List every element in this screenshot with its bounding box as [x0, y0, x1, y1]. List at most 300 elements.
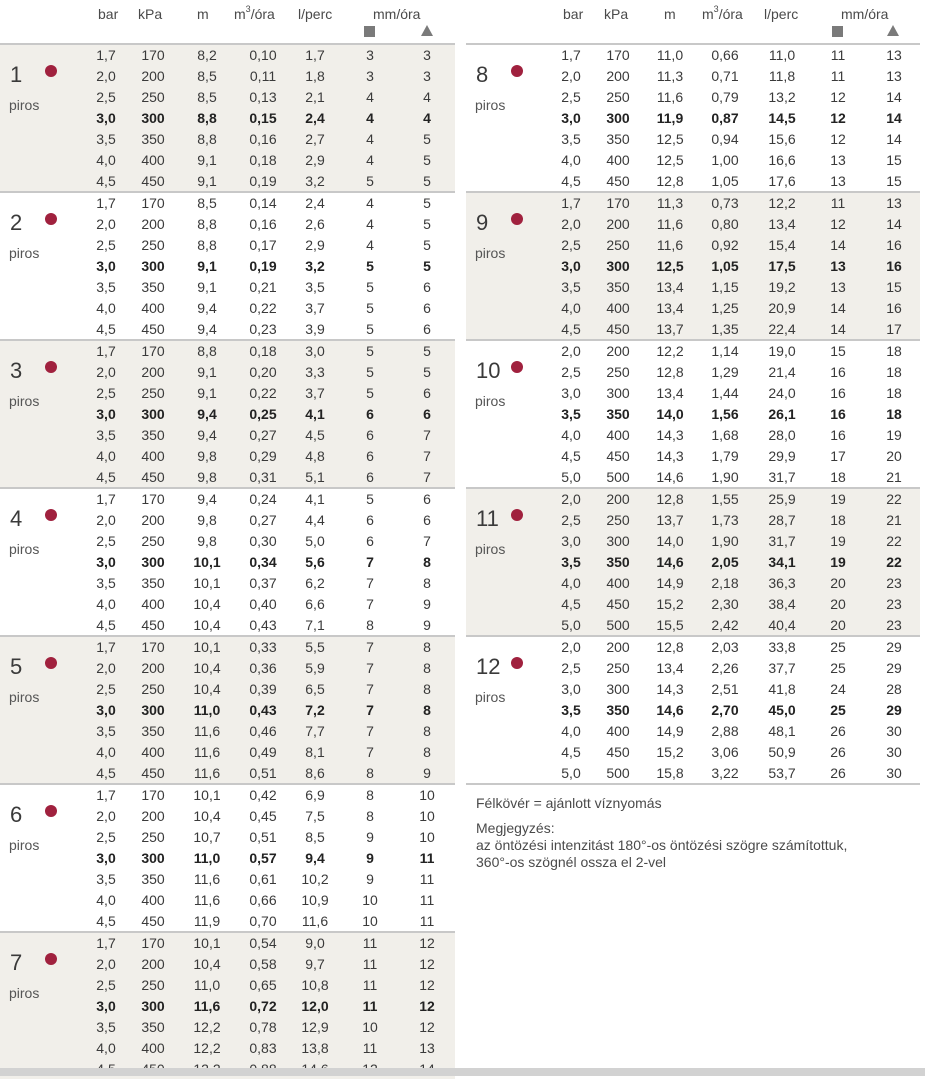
table-row	[0, 827, 455, 848]
table-cell: 8,5	[197, 89, 217, 105]
table-cell: 13,4	[656, 660, 684, 676]
table-cell: 4,0	[96, 892, 116, 908]
table-cell: 11,6	[656, 216, 684, 232]
table-cell: 350	[606, 554, 630, 570]
table-cell: 18	[886, 406, 902, 422]
table-cell: 13,2	[768, 89, 796, 105]
table-row	[466, 383, 920, 404]
table-cell: 10,1	[193, 787, 221, 803]
table-cell: 0,20	[249, 364, 277, 380]
nozzle-number: 7	[10, 950, 23, 975]
table-cell: 0,14	[249, 195, 277, 211]
table-cell: 250	[141, 533, 165, 549]
table-cell: 4,1	[305, 491, 325, 507]
table-cell: 300	[141, 258, 165, 274]
table-cell: 170	[141, 639, 165, 655]
table-cell: 10	[419, 808, 435, 824]
table-cell: 170	[141, 491, 165, 507]
table-row	[0, 806, 455, 827]
table-row	[0, 108, 455, 129]
table-cell: 0,25	[249, 406, 277, 422]
table-cell: 400	[141, 892, 165, 908]
table-cell: 17	[830, 448, 846, 464]
table-cell: 40,4	[768, 617, 796, 633]
nozzle-number: 12	[476, 654, 501, 679]
table-cell: 4,0	[96, 596, 116, 612]
table-cell: 3,5	[96, 575, 116, 591]
table-cell: 12,8	[656, 491, 684, 507]
table-cell: 3,0	[305, 343, 325, 359]
table-cell: 14,3	[656, 427, 684, 443]
table-cell: 250	[606, 512, 630, 528]
table-cell: 22	[886, 533, 902, 549]
table-cell: 1,7	[96, 195, 116, 211]
table-cell: 26	[830, 765, 846, 781]
table-cell: 9,4	[305, 850, 325, 866]
table-cell: 400	[141, 448, 165, 464]
table-cell: 8,5	[197, 195, 217, 211]
table-row	[0, 785, 455, 806]
table-cell: 3,0	[96, 998, 116, 1014]
table-cell: 8	[423, 639, 431, 655]
table-cell: 8,1	[305, 744, 325, 760]
table-cell: 11,6	[193, 723, 221, 739]
table-cell: 0,71	[711, 68, 739, 84]
triangle-icon	[887, 25, 899, 36]
table-cell: 350	[141, 575, 165, 591]
table-cell: 25,9	[768, 491, 796, 507]
table-cell: 13,4	[656, 279, 684, 295]
table-row	[0, 129, 455, 150]
table-cell: 4	[366, 237, 374, 253]
table-cell: 0,73	[711, 195, 739, 211]
table-cell: 450	[606, 448, 630, 464]
bottom-bar	[0, 1068, 925, 1076]
table-cell: 1,7	[96, 47, 116, 63]
table-cell: 6	[366, 406, 374, 422]
table-cell: 4	[366, 89, 374, 105]
table-cell: 14	[886, 131, 902, 147]
table-cell: 0,24	[249, 491, 277, 507]
table-cell: 10,7	[193, 829, 221, 845]
table-row	[466, 531, 920, 552]
table-cell: 400	[606, 152, 630, 168]
table-row	[466, 87, 920, 108]
table-cell: 9,7	[305, 956, 325, 972]
table-cell: 2,42	[711, 617, 739, 633]
table-cell: 10,2	[301, 871, 329, 887]
table-cell: 3,5	[96, 1019, 116, 1035]
table-cell: 250	[141, 89, 165, 105]
table-cell: 3,0	[96, 110, 116, 126]
nozzle-number: 2	[10, 210, 23, 235]
table-cell: 14,0	[656, 533, 684, 549]
table-cell: 7	[366, 744, 374, 760]
table-cell: 0,87	[711, 110, 739, 126]
table-cell: 450	[606, 596, 630, 612]
table-cell: 18	[830, 512, 846, 528]
table-cell: 0,27	[249, 512, 277, 528]
table-cell: 22	[886, 554, 902, 570]
table-cell: 25	[830, 639, 846, 655]
table-cell: 12	[830, 89, 846, 105]
table-cell: 9,8	[197, 469, 217, 485]
table-cell: 14,9	[656, 723, 684, 739]
table-cell: 350	[141, 723, 165, 739]
table-cell: 2,0	[96, 364, 116, 380]
table-cell: 11	[419, 913, 435, 929]
table-cell: 10	[419, 787, 435, 803]
table-cell: 1,7	[96, 639, 116, 655]
table-cell: 3,2	[305, 173, 325, 189]
table-row	[466, 573, 920, 594]
table-cell: 2,4	[305, 110, 325, 126]
table-cell: 12,2	[193, 1040, 221, 1056]
table-cell: 11,9	[656, 110, 684, 126]
table-cell: 3,22	[711, 765, 739, 781]
table-cell: 11,6	[193, 892, 221, 908]
table-cell: 8,8	[197, 237, 217, 253]
table-cell: 5,6	[305, 554, 325, 570]
table-cell: 400	[606, 723, 630, 739]
table-cell: 1,05	[711, 173, 739, 189]
table-cell: 0,37	[249, 575, 277, 591]
table-cell: 10	[362, 913, 378, 929]
table-cell: 7	[423, 448, 431, 464]
table-cell: 8	[366, 617, 374, 633]
table-cell: 10,4	[193, 596, 221, 612]
table-cell: 400	[606, 575, 630, 591]
table-cell: 0,30	[249, 533, 277, 549]
table-row	[0, 319, 455, 340]
table-cell: 5,0	[561, 469, 581, 485]
table-cell: 0,16	[249, 216, 277, 232]
nozzle-color-label: piros	[9, 245, 40, 261]
header-mm-ora: mm/óra	[841, 6, 889, 22]
table-cell: 8,8	[197, 216, 217, 232]
table-cell: 170	[606, 47, 630, 63]
table-cell: 9,8	[197, 533, 217, 549]
table-row	[466, 679, 920, 700]
table-cell: 6	[366, 512, 374, 528]
table-cell: 6	[366, 448, 374, 464]
header-m3-ora: $m^3$/óra	[702, 4, 743, 22]
table-cell: 3	[423, 68, 431, 84]
table-cell: 1,7	[305, 47, 325, 63]
table-cell: 13	[419, 1040, 435, 1056]
table-cell: 1,7	[96, 491, 116, 507]
table-cell: 41,8	[768, 681, 796, 697]
table-cell: 11,0	[768, 47, 796, 63]
table-cell: 0,80	[711, 216, 739, 232]
table-cell: 4,0	[96, 448, 116, 464]
table-cell: 200	[141, 216, 165, 232]
table-cell: 400	[606, 427, 630, 443]
table-cell: 9,1	[197, 279, 217, 295]
table-cell: 14,6	[656, 702, 684, 718]
table-cell: 13	[830, 258, 846, 274]
table-cell: 8	[423, 575, 431, 591]
table-cell: 10	[362, 892, 378, 908]
table-cell: 3,0	[96, 702, 116, 718]
table-cell: 15,6	[768, 131, 796, 147]
table-cell: 2,0	[96, 216, 116, 232]
table-cell: 21	[886, 469, 902, 485]
table-cell: 0,11	[249, 68, 277, 84]
table-cell: 8,5	[305, 829, 325, 845]
table-cell: 9,8	[197, 448, 217, 464]
table-cell: 11	[362, 935, 378, 951]
table-row	[0, 742, 455, 763]
table-cell: 9,4	[197, 491, 217, 507]
table-cell: 1,8	[305, 68, 325, 84]
table-cell: 1,90	[711, 533, 739, 549]
table-cell: 250	[141, 681, 165, 697]
table-row	[0, 446, 455, 467]
table-cell: 8,8	[197, 110, 217, 126]
table-cell: 10,1	[193, 639, 221, 655]
table-cell: 0,66	[249, 892, 277, 908]
table-cell: 3,5	[96, 871, 116, 887]
table-cell: 34,1	[768, 554, 796, 570]
table-cell: 37,7	[768, 660, 796, 676]
table-cell: 14,9	[656, 575, 684, 591]
table-cell: 11	[419, 892, 435, 908]
table-cell: 19	[830, 533, 846, 549]
table-cell: 11,6	[656, 237, 684, 253]
table-cell: 1,7	[96, 935, 116, 951]
table-cell: 5	[366, 491, 374, 507]
table-cell: 2,6	[305, 216, 325, 232]
table-cell: 400	[141, 300, 165, 316]
nozzle-color-label: piros	[475, 97, 506, 113]
header-kpa: kPa	[138, 6, 163, 22]
table-cell: 10,8	[301, 977, 329, 993]
nozzle-number: 3	[10, 358, 23, 383]
table-cell: 8	[423, 702, 431, 718]
table-row	[0, 193, 455, 214]
table-cell: 0,83	[249, 1040, 277, 1056]
table-cell: 11,8	[768, 68, 796, 84]
table-cell: 450	[606, 321, 630, 337]
table-cell: 5,0	[561, 617, 581, 633]
table-row	[0, 869, 455, 890]
table-cell: 7	[366, 723, 374, 739]
table-cell: 16	[886, 258, 902, 274]
note-title: Megjegyzés:	[476, 820, 555, 836]
left-table-body	[0, 45, 455, 1079]
table-row	[466, 277, 920, 298]
table-cell: 0,18	[249, 343, 277, 359]
table-cell: 300	[606, 533, 630, 549]
table-cell: 7	[366, 681, 374, 697]
table-cell: 5	[366, 258, 374, 274]
table-cell: 13	[886, 195, 902, 211]
table-cell: 9,4	[197, 406, 217, 422]
table-cell: 5	[366, 300, 374, 316]
bold-legend: Félkövér = ajánlott víznyomás	[476, 795, 662, 811]
table-cell: 3,5	[561, 279, 581, 295]
table-row	[0, 594, 455, 615]
table-row	[0, 277, 455, 298]
table-cell: 11,6	[193, 765, 221, 781]
nozzle-section	[0, 45, 455, 193]
table-row	[466, 615, 920, 636]
table-cell: 4,0	[96, 1040, 116, 1056]
table-cell: 200	[141, 808, 165, 824]
header-kpa: kPa	[604, 6, 629, 22]
table-row	[0, 700, 455, 721]
table-cell: 2,5	[96, 89, 116, 105]
table-cell: 1,7	[561, 47, 581, 63]
table-cell: 1,73	[711, 512, 739, 528]
table-cell: 11	[830, 68, 846, 84]
right-table-body	[466, 45, 920, 785]
table-cell: 14	[830, 300, 846, 316]
table-cell: 3,0	[96, 406, 116, 422]
table-cell: 14	[886, 89, 902, 105]
table-row	[466, 700, 920, 721]
table-cell: 12,8	[656, 364, 684, 380]
table-cell: 0,79	[711, 89, 739, 105]
header-bar: bar	[98, 6, 119, 22]
table-cell: 0,40	[249, 596, 277, 612]
table-row	[466, 425, 920, 446]
table-cell: 11,3	[656, 68, 684, 84]
table-cell: 4,0	[96, 300, 116, 316]
table-cell: 20	[886, 448, 902, 464]
table-cell: 3,9	[305, 321, 325, 337]
table-cell: 14	[830, 321, 846, 337]
table-cell: 3,0	[561, 110, 581, 126]
table-cell: 6	[423, 279, 431, 295]
table-cell: 0,31	[249, 469, 277, 485]
table-cell: 9,1	[197, 385, 217, 401]
table-row	[0, 890, 455, 911]
table-cell: 15	[830, 343, 846, 359]
table-cell: 300	[141, 110, 165, 126]
table-cell: 10,4	[193, 681, 221, 697]
table-cell: 350	[141, 131, 165, 147]
nozzle-section	[466, 45, 920, 193]
table-cell: 3	[423, 47, 431, 63]
table-cell: 4,4	[305, 512, 325, 528]
table-cell: 8	[423, 554, 431, 570]
table-cell: 6	[423, 512, 431, 528]
table-cell: 11,6	[301, 913, 329, 929]
table-cell: 7	[366, 575, 374, 591]
table-cell: 2,05	[711, 554, 739, 570]
nozzle-number: 10	[476, 358, 501, 383]
table-row	[0, 996, 455, 1017]
table-cell: 14,5	[768, 110, 796, 126]
table-cell: 2,5	[561, 237, 581, 253]
table-cell: 3,0	[96, 258, 116, 274]
table-cell: 21	[886, 512, 902, 528]
table-cell: 0,10	[249, 47, 277, 63]
table-row	[466, 552, 920, 573]
table-cell: 13	[830, 173, 846, 189]
table-cell: 200	[141, 512, 165, 528]
table-cell: 0,65	[249, 977, 277, 993]
table-cell: 3,0	[96, 554, 116, 570]
table-cell: 15	[886, 279, 902, 295]
table-cell: 5	[423, 216, 431, 232]
table-cell: 170	[141, 343, 165, 359]
table-cell: 33,8	[768, 639, 796, 655]
table-cell: 4	[366, 131, 374, 147]
table-cell: 50,9	[768, 744, 796, 760]
table-cell: 3,3	[305, 364, 325, 380]
table-row	[466, 150, 920, 171]
nozzle-section	[0, 637, 455, 785]
table-cell: 2,0	[96, 512, 116, 528]
table-cell: 2,5	[96, 385, 116, 401]
table-cell: 0,70	[249, 913, 277, 929]
table-cell: 0,51	[249, 829, 277, 845]
table-cell: 170	[141, 195, 165, 211]
table-cell: 0,43	[249, 702, 277, 718]
table-cell: 2,5	[96, 977, 116, 993]
table-cell: 11	[362, 956, 378, 972]
table-cell: 300	[606, 385, 630, 401]
table-cell: 9	[366, 829, 374, 845]
table-cell: 250	[606, 364, 630, 380]
table-cell: 12,2	[768, 195, 796, 211]
table-cell: 11,3	[656, 195, 684, 211]
nozzle-section	[0, 933, 455, 1079]
table-row	[466, 108, 920, 129]
note-line: az öntözési intenzitást 180°-os öntözési szögre számítottuk,	[476, 837, 848, 853]
table-cell: 17,6	[768, 173, 796, 189]
table-cell: 200	[606, 639, 630, 655]
table-cell: 170	[141, 787, 165, 803]
header-mm-ora: mm/óra	[373, 6, 421, 22]
nozzle-section	[0, 193, 455, 341]
notes	[476, 795, 916, 871]
table-cell: 38,4	[768, 596, 796, 612]
table-cell: 12	[419, 998, 435, 1014]
table-row	[0, 298, 455, 319]
table-cell: 450	[141, 617, 165, 633]
table-cell: 300	[141, 850, 165, 866]
table-cell: 11,0	[656, 47, 684, 63]
table-cell: 8,6	[305, 765, 325, 781]
table-cell: 0,61	[249, 871, 277, 887]
table-cell: 6	[366, 427, 374, 443]
table-cell: 8,8	[197, 131, 217, 147]
table-cell: 11,0	[193, 702, 221, 718]
table-cell: 13,4	[768, 216, 796, 232]
table-cell: 36,3	[768, 575, 796, 591]
table-cell: 4,5	[96, 321, 116, 337]
table-cell: 4,0	[561, 300, 581, 316]
table-cell: 4,5	[96, 469, 116, 485]
table-row	[466, 510, 920, 531]
table-cell: 11,9	[193, 913, 221, 929]
table-cell: 400	[606, 300, 630, 316]
table-cell: 12	[830, 110, 846, 126]
table-row	[0, 637, 455, 658]
table-cell: 29	[886, 660, 902, 676]
table-row	[0, 679, 455, 700]
nozzle-section	[0, 341, 455, 489]
table-cell: 26	[830, 723, 846, 739]
table-cell: 200	[606, 68, 630, 84]
table-cell: 8	[366, 787, 374, 803]
table-cell: 0,27	[249, 427, 277, 443]
table-cell: 0,94	[711, 131, 739, 147]
